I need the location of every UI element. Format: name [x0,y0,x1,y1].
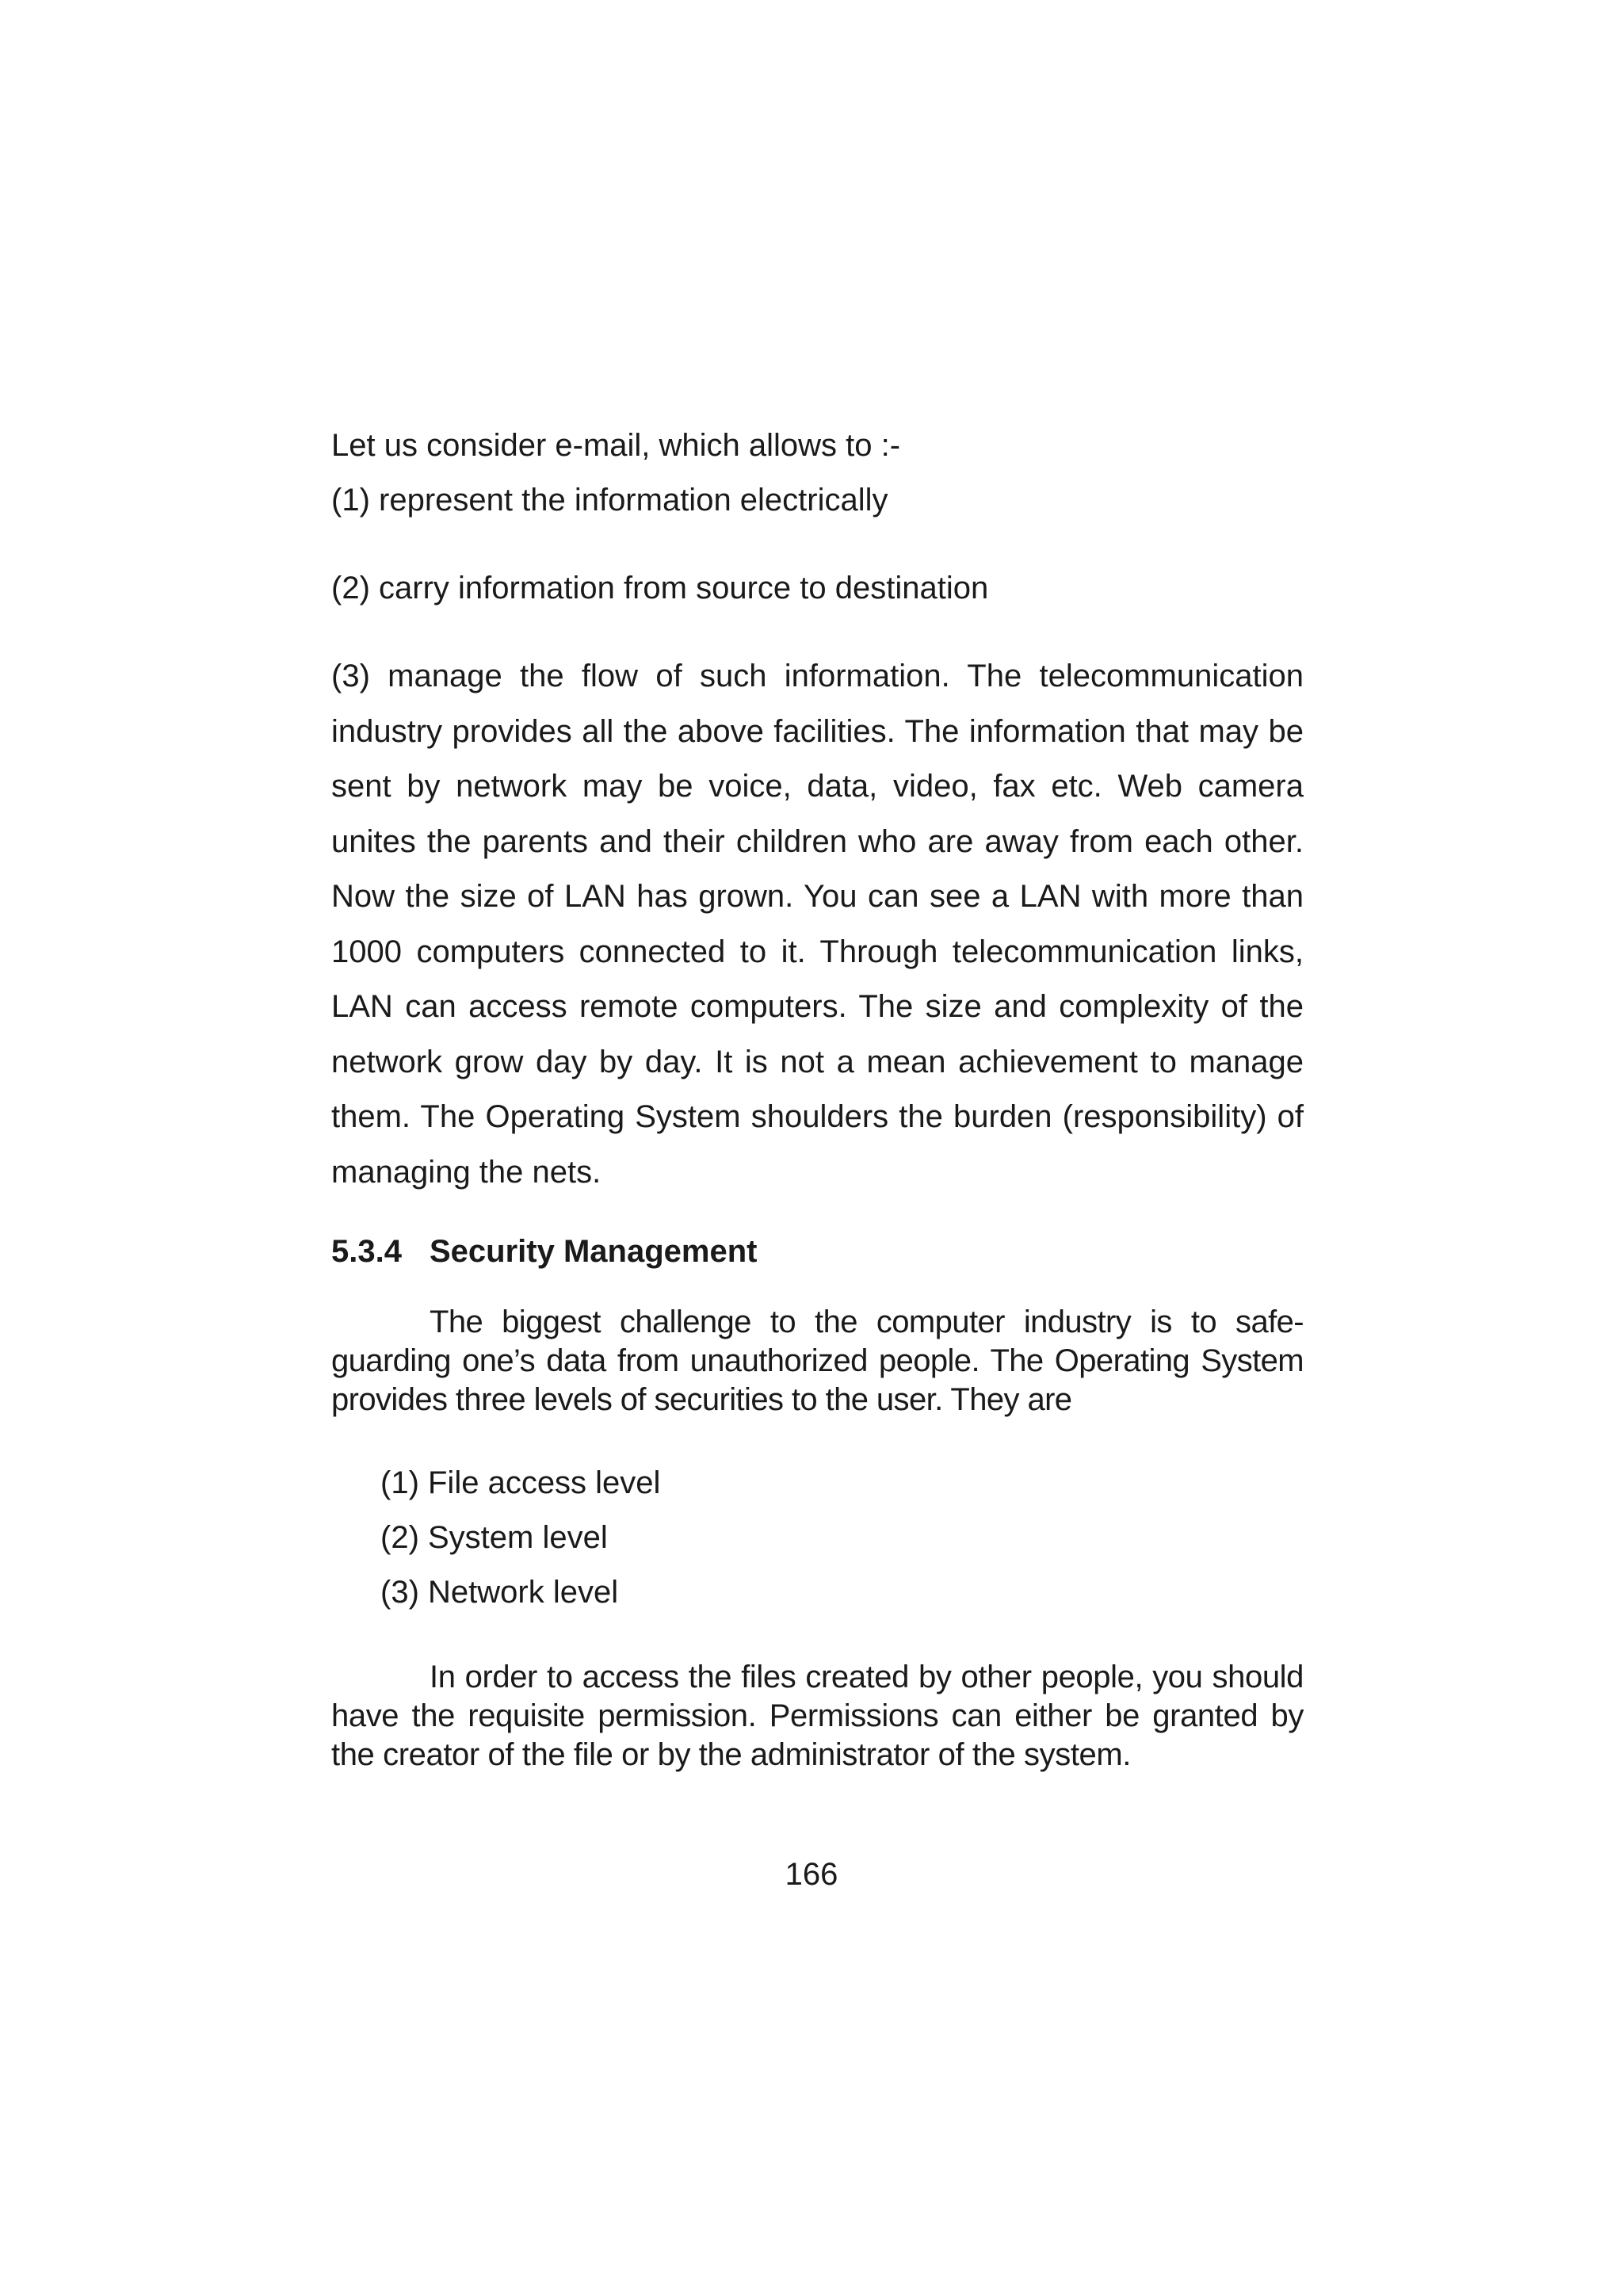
security-level-item: (3) Network level [380,1575,619,1610]
intro-item-2: (2) carry information from source to destination [331,571,989,606]
intro-lead: Let us consider e-mail, which allows to :- [331,428,901,463]
intro-item-1: (1) represent the information electrically [331,483,888,518]
paragraph-permissions: In order to access the files created by other people, you should have the requisite permission. Permissions can either be granted by the creator of the file or by the administrator of the system. [331,1660,1304,1772]
section-title: Security Management [430,1234,758,1269]
paragraph-security-intro: The biggest challenge to the computer industry is to safe-guarding one’s data from unauthorized people. The Operating System provides three levels of securities to the user. They are [331,1305,1304,1417]
section-heading [331,1224,1304,1279]
paragraph-telecommunication: (3) manage the flow of such information. The telecommunication industry provides all the above facilities. The information that may be sent by network may be voice, data, video, fax etc. Web camera unites the parents and their children who are away from each other. Now the size of LAN has grown. You can see a LAN with more than 1000 computers connected to it. Through telecommunication links, LAN can access remote computers. The size and complexity of the network grow day by day. It is not a mean achievement to manage them. The Operating System shoulders the burden (responsibility) of managing the nets. [331,659,1304,1190]
security-levels-list [380,1456,1304,1620]
security-level-item: (2) System level [380,1520,608,1555]
page-number: 166 [785,1857,838,1892]
security-level-item: (1) File access level [380,1465,661,1500]
page-content [331,418,1304,1775]
section-number: 5.3.4 [331,1234,402,1269]
